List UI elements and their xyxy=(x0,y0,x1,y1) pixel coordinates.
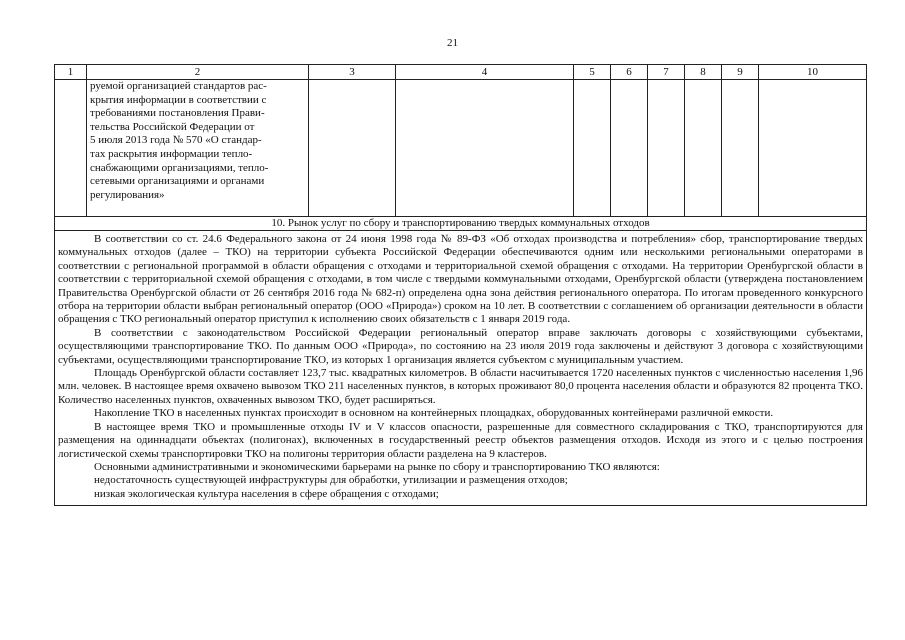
table-cell xyxy=(574,80,611,217)
list-item: недостаточность существующей инфраструктуры для обработки, утилизации и размещения отходов; xyxy=(94,474,568,487)
body-text xyxy=(55,231,867,506)
column-header: 5 xyxy=(574,65,611,80)
cell-line: тельства Российской Федерации от xyxy=(90,120,255,133)
table-header-row xyxy=(55,65,867,80)
table-cell xyxy=(611,80,648,217)
paragraph: В соответствии с законодательством Российской Федерации региональный оператор вправе заключать договоры с хозяйствующими субъектами, осуществляющими транспортирование ТКО. По данным ООО «Природа», по состоянию на 23 июля 2019 года заключены и действуют 3 договора с хозяйствующими субъектами, осуществляющими транспортирование ТКО, из которых 1 организация является субъектом с муниципальным участием. xyxy=(58,326,863,366)
document-table xyxy=(54,64,867,506)
paragraph: В соответствии со ст. 24.6 Федерального закона от 24 июня 1998 года № 89-ФЗ «Об отходах производства и потребления» сбор, транспортирование твердых коммунальных отходов (далее – ТКО) на территории субъекта Российской Федерации обеспечиваются одним или несколькими региональными операторами в соответствии с региональной программой в области обращения с отходами и территориальной схемой обращения с отходами. На территории Оренбургской области в соответствии с территориальной схемой обращения с отходами, в том числе с твердыми коммунальными отходами, Оренбургской области (утверждена постановлением Правительства Оренбургской области от 26 сентября 2016 года № 682-п) определена одна зона действия регионального оператора. По итогам проведенного конкурсного отбора на территории области выбран региональный оператор (ООО «Природа») сроком на 10 лет. В соответствии с соглашением об организации деятельности в области обращения с ТКО региональный оператор приступил к исполнению своих обязательств с 1 января 2019 года. xyxy=(58,233,863,326)
list-item: низкая экологическая культура населения в сфере обращения с отходами; xyxy=(94,487,439,500)
column-header: 1 xyxy=(55,65,87,80)
body-row xyxy=(55,231,867,506)
table-cell xyxy=(648,80,685,217)
column-header: 9 xyxy=(722,65,759,80)
cell-line: требованиями постановления Прави- xyxy=(90,107,265,120)
cell-line: регулирования» xyxy=(90,188,165,201)
table-cell xyxy=(309,80,396,217)
section-row xyxy=(55,217,867,231)
cell-line: снабжающими организациями, тепло- xyxy=(90,161,269,174)
section-title: 10. Рынок услуг по сбору и транспортированию твердых коммунальных отходов xyxy=(55,217,867,231)
table-cell-text xyxy=(87,80,309,217)
table-cell xyxy=(396,80,574,217)
cell-line: 5 июля 2013 года № 570 «О стандар- xyxy=(90,134,262,147)
cell-line: тах раскрытия информации тепло- xyxy=(90,147,253,160)
column-header: 7 xyxy=(648,65,685,80)
table-row xyxy=(55,80,867,217)
table-cell xyxy=(55,80,87,217)
paragraph: Площадь Оренбургской области составляет 123,7 тыс. квадратных километров. В области насчитывается 1720 населенных пунктов с численностью населения 1,96 млн. человек. В настоящее время охвачено вывозом ТКО 211 населенных пунктов, в которых проживают 80,0 процента населения области и образуются 82 процента ТКО. Количество населенных пунктов, охваченных вывозом ТКО, будет расширяться. xyxy=(58,367,863,406)
column-header: 6 xyxy=(611,65,648,80)
paragraph: В настоящее время ТКО и промышленные отходы IV и V классов опасности, разрешенные для совместного складирования с ТКО, транспортируются для размещения на одиннадцати объектах (полигонах), включенных в государственный реестр объектов размещения отходов. Исходя из этого и с целью построения логистической схемы транспортировки ТКО на полигоны территория области разделена на 9 кластеров. xyxy=(58,420,863,460)
column-header: 4 xyxy=(396,65,574,80)
column-header: 2 xyxy=(87,65,309,80)
table-cell xyxy=(759,80,867,217)
cell-line: руемой организацией стандартов рас- xyxy=(90,80,267,92)
column-header: 8 xyxy=(685,65,722,80)
page-number: 21 xyxy=(447,37,458,49)
cell-line: крытия информации в соответствии с xyxy=(90,93,267,106)
paragraph: Накопление ТКО в населенных пунктах происходит в основном на контейнерных площадках, оборудованных контейнерами различной емкости. xyxy=(94,407,774,420)
cell-line: сетевыми организациями и органами xyxy=(90,175,265,188)
paragraph: Основными административными и экономическими барьерами на рынке по сбору и транспортированию ТКО являются: xyxy=(94,460,660,473)
column-header: 10 xyxy=(759,65,867,80)
table-cell xyxy=(685,80,722,217)
column-header: 3 xyxy=(309,65,396,80)
table-cell xyxy=(722,80,759,217)
